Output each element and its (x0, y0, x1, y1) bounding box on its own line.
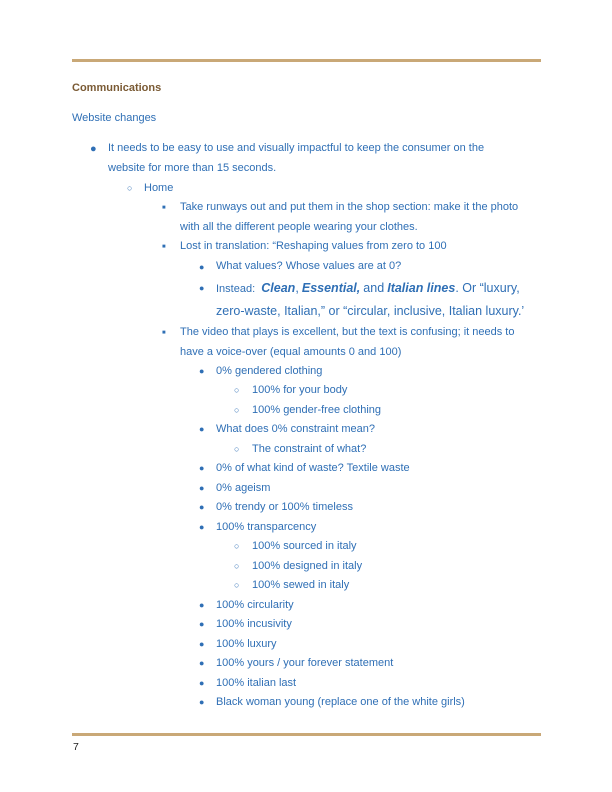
list-item-instead (216, 277, 524, 322)
bullet-disc-icon: ● (199, 262, 205, 272)
list-item-line: The video that plays is excellent, but the text is confusing; it needs to (180, 326, 515, 338)
list-item-line: website for more than 15 seconds. (108, 161, 277, 174)
bullet-disc-icon: ● (199, 619, 205, 629)
bullet-circle-icon: ○ (234, 444, 240, 454)
list-item: 100% sewed in italy (252, 579, 350, 591)
list-item-line: with all the different people wearing your clothes. (180, 220, 418, 233)
header-rule (72, 59, 541, 62)
list-item: 100% gender-free clothing (252, 404, 382, 416)
bullet-circle-icon: ○ (234, 541, 240, 551)
list-item: 0% ageism (216, 482, 271, 494)
bullet-disc-icon: ● (199, 502, 205, 512)
list-item: 100% circularity (216, 599, 294, 611)
list-item: Lost in translation: “Reshaping values from zero to 100 (180, 240, 447, 252)
bullet-disc-icon: ● (199, 463, 205, 473)
bullet-square-icon: ■ (162, 205, 166, 211)
list-item (108, 139, 484, 178)
list-item: What does 0% constraint mean? (216, 423, 375, 435)
section-title: Communications (72, 82, 162, 94)
emphasis-word: Italian lines (387, 281, 456, 295)
emphasis-word: Essential, (301, 281, 361, 295)
list-item: 100% for your body (252, 384, 348, 396)
list-item (180, 323, 514, 362)
list-item: 0% trendy or 100% timeless (216, 501, 353, 513)
page-number: 7 (73, 741, 79, 753)
list-item-line: zero-waste, Italian,” or “circular, inclusive, Italian luxury.’ (216, 304, 525, 318)
bullet-disc-icon: ● (199, 522, 205, 532)
separator: , (295, 281, 299, 295)
emphasis-word: Clean (261, 281, 296, 295)
list-item: 100% transparcency (216, 521, 317, 533)
list-item: 100% designed in italy (252, 560, 363, 572)
list-item: 100% italian last (216, 677, 297, 689)
bullet-circle-icon: ○ (234, 405, 240, 415)
bullet-circle-icon: ○ (234, 385, 240, 395)
list-item-home: Home (144, 182, 174, 194)
conjunction: and (363, 281, 385, 295)
bullet-circle-icon: ○ (234, 561, 240, 571)
list-item: 100% incusivity (216, 618, 292, 630)
list-item: Black woman young (replace one of the white girls) (216, 696, 465, 708)
list-item-line: It needs to be easy to use and visually impactful to keep the consumer on the (108, 142, 485, 154)
bullet-disc-icon: ● (90, 143, 97, 155)
list-item: 100% sourced in italy (252, 540, 357, 552)
bullet-disc-icon: ● (199, 697, 205, 707)
list-item: 0% of what kind of waste? Textile waste (216, 462, 410, 474)
list-item: 100% luxury (216, 638, 277, 650)
bullet-disc-icon: ● (199, 366, 205, 376)
instead-rest: . Or “luxury, (455, 281, 520, 295)
list-item (180, 198, 518, 237)
bullet-disc-icon: ● (199, 424, 205, 434)
bullet-square-icon: ■ (162, 330, 166, 336)
subheading: Website changes (72, 112, 157, 124)
bullet-circle-icon: ○ (127, 183, 133, 193)
list-item: The constraint of what? (252, 443, 367, 455)
list-item-line: Take runways out and put them in the shop section: make it the photo (180, 201, 519, 213)
bullet-disc-icon: ● (199, 678, 205, 688)
bullet-circle-icon: ○ (234, 580, 240, 590)
list-item: 100% yours / your forever statement (216, 657, 394, 669)
list-item: 0% gendered clothing (216, 365, 323, 377)
bullet-disc-icon: ● (199, 639, 205, 649)
list-item: What values? Whose values are at 0? (216, 260, 402, 272)
instead-prefix: Instead: (216, 283, 256, 295)
bullet-disc-icon: ● (199, 600, 205, 610)
bullet-disc-icon: ● (199, 483, 205, 493)
list-item-line (216, 277, 524, 300)
bullet-disc-icon: ● (199, 283, 205, 293)
footer-rule (72, 733, 541, 736)
bullet-disc-icon: ● (199, 658, 205, 668)
bullet-square-icon: ■ (162, 244, 166, 250)
list-item-line: have a voice-over (equal amounts 0 and 100) (180, 345, 402, 358)
